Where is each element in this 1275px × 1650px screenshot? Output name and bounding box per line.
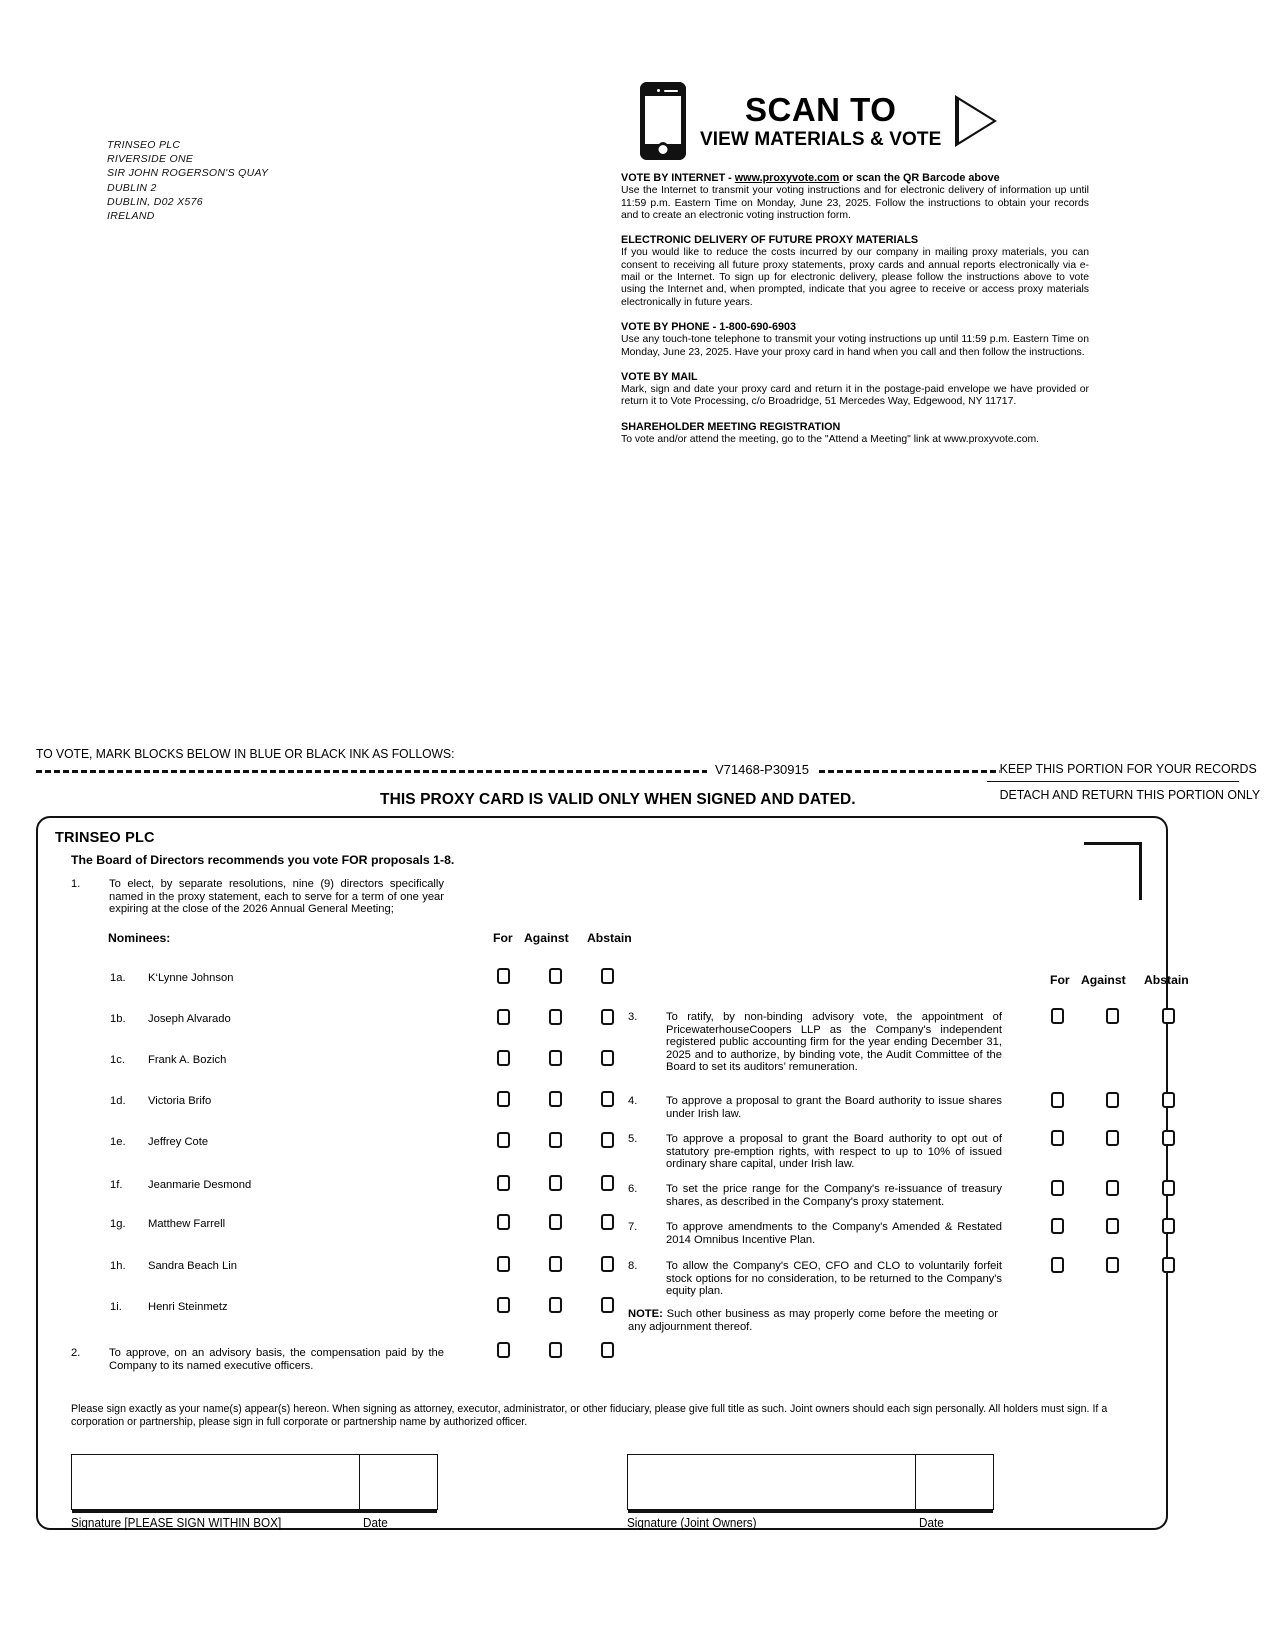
card-company-name: TRINSEO PLC (55, 830, 155, 846)
proposal-5-abstain-checkbox[interactable] (1162, 1130, 1175, 1146)
nominee-id: 1i. (110, 1301, 122, 1313)
nominee-row (110, 1054, 226, 1066)
vote-by-internet-block (621, 172, 1089, 222)
shareholder-registration-block (621, 421, 1089, 447)
nominee-1i-for-checkbox[interactable] (497, 1297, 510, 1313)
nominee-id: 1d. (110, 1095, 126, 1107)
board-recommendation: The Board of Directors recommends you vote FOR proposals 1-8. (71, 853, 455, 867)
nominee-1f-for-checkbox[interactable] (497, 1175, 510, 1191)
nominee-id: 1c. (110, 1054, 125, 1066)
nominee-row (110, 1095, 211, 1107)
nominee-1f-against-checkbox[interactable] (549, 1175, 562, 1191)
nominee-row (110, 1301, 228, 1313)
address-line: RIVERSIDE ONE (107, 153, 194, 166)
proposal-3-number: 3. (628, 1011, 638, 1023)
nominee-1g-against-checkbox[interactable] (549, 1214, 562, 1230)
proposal-2 (71, 1347, 481, 1372)
nominee-name: Henri Steinmetz (148, 1301, 228, 1313)
vote-by-phone-block (621, 321, 1089, 359)
proposal-8-number: 8. (628, 1260, 638, 1272)
keep-portion-label: KEEP THIS PORTION FOR YOUR RECORDS (999, 761, 1257, 776)
proxy-card (36, 816, 1189, 1530)
vote-by-internet-heading (621, 172, 1089, 184)
nominee-1d-abstain-checkbox[interactable] (601, 1091, 614, 1107)
proposal-2-for-checkbox[interactable] (497, 1342, 510, 1358)
nominee-1a-abstain-checkbox[interactable] (601, 968, 614, 984)
signature-label-joint: Signature (Joint Owners) (627, 1516, 757, 1530)
note-text: Such other business as may properly come before the meeting or any adjournment thereof. (628, 1308, 998, 1333)
left-column-header-abstain: Abstain (587, 931, 632, 945)
nominee-1g-for-checkbox[interactable] (497, 1214, 510, 1230)
nominee-1i-against-checkbox[interactable] (549, 1297, 562, 1313)
nominee-name: K‘Lynne Johnson (148, 972, 234, 984)
to-vote-instruction: TO VOTE, MARK BLOCKS BELOW IN BLUE OR BLACK INK AS FOLLOWS: (36, 746, 455, 761)
proxyvote-url-link[interactable]: www.proxyvote.com (734, 172, 840, 184)
detach-divider-rule (987, 781, 1239, 782)
detach-return-label: DETACH AND RETURN THIS PORTION ONLY (999, 787, 1261, 802)
vote-by-mail-body: Mark, sign and date your proxy card and return it in the postage-paid envelope we have provided or return it to Vote Processing, c/o Broadridge, 51 Mercedes Way, Edgewood, NY 11717. (621, 384, 1089, 408)
nominee-name: Jeffrey Cote (148, 1136, 209, 1148)
electronic-delivery-block (621, 234, 1089, 309)
signature-box-primary[interactable] (71, 1454, 438, 1510)
mailing-address (107, 138, 268, 223)
proposal-7-text: To approve amendments to the Company's Amended & Restated 2014 Omnibus Incentive Plan. (666, 1221, 1002, 1246)
address-line: DUBLIN, D02 X576 (107, 195, 203, 208)
nominee-1d-against-checkbox[interactable] (549, 1091, 562, 1107)
proposal-7-abstain-checkbox[interactable] (1162, 1218, 1175, 1234)
proposal-3-text: To ratify, by non-binding advisory vote, the appointment of PricewaterhouseCoopers LLP as the Company's independent registered public accounting firm for the year ending December 31, 2025 and to authorize, by binding vote, the Audit Committee of the Board to set its auditors’ remuneration. (666, 1011, 1002, 1074)
nominee-name: Joseph Alvarado (148, 1013, 231, 1025)
nominee-1h-against-checkbox[interactable] (549, 1256, 562, 1272)
proposal-8-for-checkbox[interactable] (1051, 1257, 1064, 1273)
nominee-1c-for-checkbox[interactable] (497, 1050, 510, 1066)
vote-by-mail-block (621, 371, 1089, 409)
nominee-name: Jeanmarie Desmond (148, 1179, 252, 1191)
left-column-header-for: For (493, 931, 513, 945)
nominee-row (110, 972, 233, 984)
proposal-7-number: 7. (628, 1221, 638, 1233)
nominee-1c-abstain-checkbox[interactable] (601, 1050, 614, 1066)
scan-subheadline: VIEW MATERIALS & VOTE (700, 129, 942, 150)
nominee-name: Frank A. Bozich (148, 1054, 227, 1066)
nominee-1h-for-checkbox[interactable] (497, 1256, 510, 1272)
right-column-header-for: For (1050, 973, 1070, 987)
address-line: DUBLIN 2 (107, 181, 157, 194)
signature-date-divider (359, 1455, 360, 1509)
vote-by-internet-body: Use the Internet to transmit your voting instructions and for electronic delivery of information up until 11:59 p.m. Eastern Time on Monday, June 23, 2025. Follow the instructions to obtain your records and to create an electronic voting instruction form. (621, 185, 1089, 221)
proposal-1 (71, 878, 481, 916)
proposal-8-abstain-checkbox[interactable] (1162, 1257, 1175, 1273)
proposal-8 (628, 1260, 1038, 1298)
proposal-3 (628, 1011, 1038, 1074)
nominee-1c-against-checkbox[interactable] (549, 1050, 562, 1066)
proposal-8-text: To allow the Company's CEO, CFO and CLO to voluntarily forfeit stock options for no consideration, to be returned to the Company's equity plan. (666, 1260, 1002, 1298)
date-label-joint: Date (919, 1516, 944, 1530)
proposal-6-number: 6. (628, 1183, 638, 1195)
nominee-id: 1f. (110, 1179, 123, 1191)
proposal-2-abstain-checkbox[interactable] (601, 1342, 614, 1358)
scan-banner-text (700, 93, 941, 149)
nominee-id: 1h. (110, 1260, 126, 1272)
right-column-header-abstain: Abstain (1144, 973, 1189, 987)
nominee-id: 1g. (110, 1218, 126, 1230)
nominee-1g-abstain-checkbox[interactable] (601, 1214, 614, 1230)
proposal-4-text: To approve a proposal to grant the Board authority to issue shares under Irish law. (666, 1095, 1002, 1120)
nominee-name: Matthew Farrell (148, 1218, 226, 1230)
nominee-row (110, 1218, 225, 1230)
signature-label-primary: Signature [PLEASE SIGN WITHIN BOX] (71, 1516, 282, 1530)
nominee-row (110, 1179, 251, 1191)
control-number: V71468-P30915 (707, 762, 817, 777)
proposal-8-against-checkbox[interactable] (1106, 1257, 1119, 1273)
proposal-4-number: 4. (628, 1095, 638, 1107)
left-column-header-against: Against (524, 931, 569, 945)
vote-by-phone-heading: VOTE BY PHONE - 1-800-690-6903 (621, 320, 797, 333)
nominee-id: 1e. (110, 1136, 126, 1148)
proposal-7 (628, 1221, 1038, 1246)
nominee-name: Victoria Brifo (148, 1095, 212, 1107)
voting-instructions (621, 172, 1089, 446)
note-label: NOTE: (628, 1308, 663, 1320)
proposal-1-text: To elect, by separate resolutions, nine (9) directors specifically named in the proxy statement, each to serve for a term of one year expiring at the close of the 2026 Annual General Meeting; (109, 878, 444, 916)
vote-by-phone-body: Use any touch-tone telephone to transmit your voting instructions up until 11:59 p.m. Eastern Time on Monday, June 23, 2025. Have your proxy card in hand when you call and then follow the instructions. (621, 334, 1089, 358)
nominee-1b-for-checkbox[interactable] (497, 1009, 510, 1025)
nominee-1a-for-checkbox[interactable] (497, 968, 510, 984)
proposal-2-number: 2. (71, 1347, 81, 1359)
scan-to-vote-banner (640, 82, 997, 160)
proposal-5-number: 5. (628, 1133, 638, 1145)
proposal-5-for-checkbox[interactable] (1051, 1130, 1064, 1146)
proposal-3-against-checkbox[interactable] (1106, 1008, 1119, 1024)
signature-date-divider-joint (915, 1455, 916, 1509)
proposal-4 (628, 1095, 1038, 1120)
proposal-6-text: To set the price range for the Company's re-issuance of treasury shares, as described in the Company's proxy statement. (666, 1183, 1002, 1208)
address-line: IRELAND (107, 210, 155, 223)
proposal-3-for-checkbox[interactable] (1051, 1008, 1064, 1024)
proposal-2-text: To approve, on an advisory basis, the compensation paid by the Company to its named executive officers. (109, 1347, 444, 1372)
nominees-label: Nominees: (108, 931, 171, 945)
nominee-row (110, 1013, 231, 1025)
vote-by-mail-heading: VOTE BY MAIL (621, 370, 698, 383)
nominee-1a-against-checkbox[interactable] (549, 968, 562, 984)
internet-heading-post: or scan the QR Barcode above (839, 172, 1000, 184)
nominee-1b-abstain-checkbox[interactable] (601, 1009, 614, 1025)
signature-box-joint[interactable] (627, 1454, 994, 1510)
nominee-1d-for-checkbox[interactable] (497, 1091, 510, 1107)
note-block (628, 1308, 998, 1333)
scan-headline: SCAN TO (744, 91, 897, 128)
proposal-3-abstain-checkbox[interactable] (1162, 1008, 1175, 1024)
date-label-primary: Date (363, 1516, 388, 1530)
right-column-header-against: Against (1081, 973, 1126, 987)
nominee-1f-abstain-checkbox[interactable] (601, 1175, 614, 1191)
shareholder-registration-body: To vote and/or attend the meeting, go to the "Attend a Meeting" link at www.proxyvote.com. (621, 434, 1040, 446)
proposal-6 (628, 1183, 1038, 1208)
nominee-name: Sandra Beach Lin (148, 1260, 237, 1272)
play-triangle-icon (955, 95, 997, 147)
signature-instructions: Please sign exactly as your name(s) appear(s) hereon. When signing as attorney, executor, administrator, or other fiduciary, please give full title as such. Joint owners should each sign personally. All holders must sign. If a corporation or partnership, please sign in full corporate or partnership name by authorized officer. (71, 1403, 1108, 1428)
electronic-delivery-heading: ELECTRONIC DELIVERY OF FUTURE PROXY MATERIALS (621, 234, 919, 247)
corner-registration-mark (1084, 842, 1142, 900)
proposal-6-abstain-checkbox[interactable] (1162, 1180, 1175, 1196)
proposal-5-text: To approve a proposal to grant the Board authority to opt out of statutory pre-emption rights, with respect to up to 10% of issued ordinary share capital, under Irish law. (666, 1133, 1002, 1171)
proposal-6-against-checkbox[interactable] (1106, 1180, 1119, 1196)
internet-heading-pre: VOTE BY INTERNET - (621, 172, 735, 184)
proposal-4-for-checkbox[interactable] (1051, 1092, 1064, 1108)
address-line: SIR JOHN ROGERSON'S QUAY (107, 167, 269, 180)
proposal-7-for-checkbox[interactable] (1051, 1218, 1064, 1234)
nominee-1b-against-checkbox[interactable] (549, 1009, 562, 1025)
proposal-1-number: 1. (71, 878, 81, 890)
nominee-1e-abstain-checkbox[interactable] (601, 1132, 614, 1148)
nominee-1e-against-checkbox[interactable] (549, 1132, 562, 1148)
proposal-4-against-checkbox[interactable] (1106, 1092, 1119, 1108)
nominee-1h-abstain-checkbox[interactable] (601, 1256, 614, 1272)
address-line: TRINSEO PLC (107, 139, 181, 151)
proposal-6-for-checkbox[interactable] (1051, 1180, 1064, 1196)
nominee-row (110, 1136, 208, 1148)
electronic-delivery-body: If you would like to reduce the costs incurred by our company in mailing proxy materials, you can consent to receiving all future proxy statements, proxy cards and annual reports electronically via e-mail or the Internet. To sign up for electronic delivery, please follow the instructions above to vote using the Internet and, when prompted, indicate that you agree to receive or access proxy materials electronically in future years. (621, 247, 1089, 308)
proxy-validity-notice: THIS PROXY CARD IS VALID ONLY WHEN SIGNED AND DATED. (380, 791, 856, 808)
proposal-7-against-checkbox[interactable] (1106, 1218, 1119, 1234)
nominee-1i-abstain-checkbox[interactable] (601, 1297, 614, 1313)
nominee-1e-for-checkbox[interactable] (497, 1132, 510, 1148)
nominee-id: 1a. (110, 972, 126, 984)
proposal-2-against-checkbox[interactable] (549, 1342, 562, 1358)
proposal-4-abstain-checkbox[interactable] (1162, 1092, 1175, 1108)
nominee-id: 1b. (110, 1013, 126, 1025)
proposal-5-against-checkbox[interactable] (1106, 1130, 1119, 1146)
smartphone-icon (640, 82, 686, 160)
proposal-5 (628, 1133, 1038, 1171)
nominee-row (110, 1260, 237, 1272)
shareholder-registration-heading: SHAREHOLDER MEETING REGISTRATION (621, 420, 841, 433)
